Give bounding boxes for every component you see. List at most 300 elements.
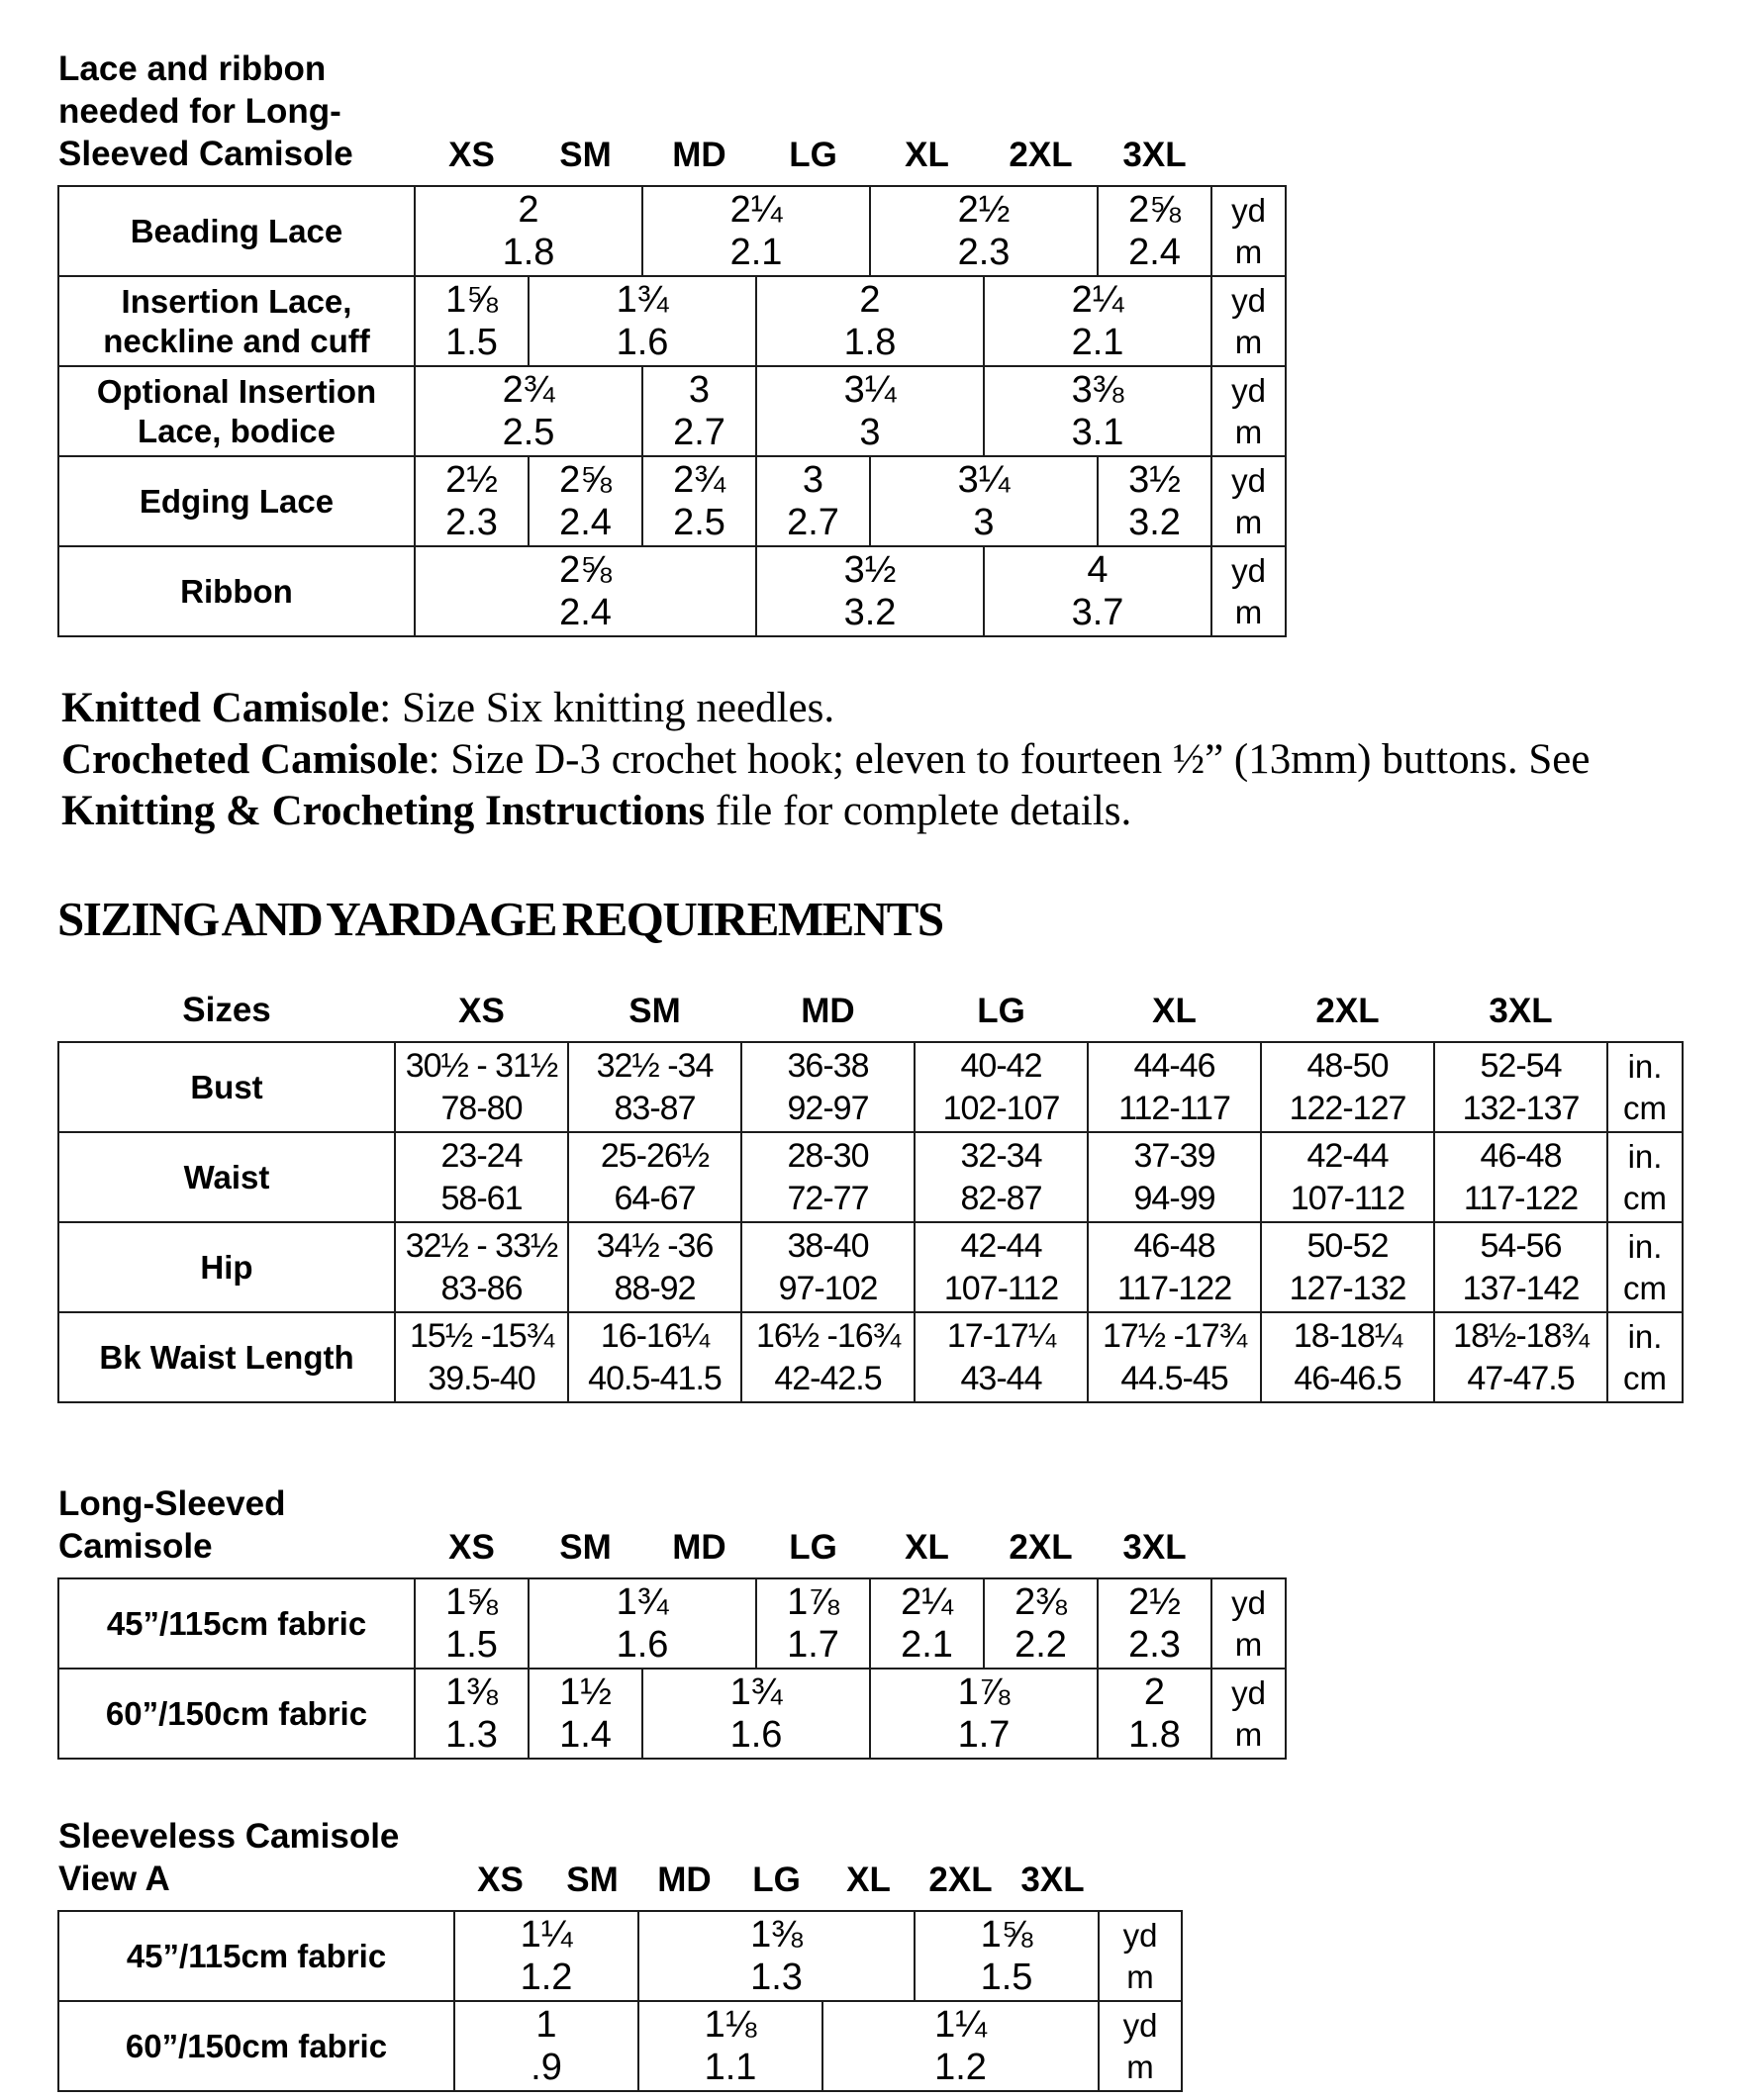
value-cell	[756, 456, 870, 546]
value-top: 3⅜	[1071, 368, 1124, 411]
unit-bottom: m	[1234, 413, 1263, 450]
size-col-header: 2XL	[1009, 1528, 1073, 1567]
value-cell	[638, 2001, 822, 2091]
value-top: 3¼	[843, 368, 897, 411]
unit-col-header	[1607, 989, 1683, 1042]
value-top: 1⅜	[445, 1670, 498, 1713]
notes-bold-text: Knitting & Crocheting Instructions	[61, 788, 706, 834]
value-cell	[638, 1911, 915, 2001]
size-col-header: XS	[477, 1861, 524, 1899]
value-top: 1⅞	[787, 1580, 839, 1623]
value-top: 1¾	[616, 278, 669, 321]
value-top: 46-48	[1480, 1136, 1562, 1175]
value-top: 1⅝	[445, 278, 498, 321]
unit-cell	[1211, 366, 1286, 456]
value-top: 2⅝	[559, 458, 612, 501]
unit-top: in.	[1627, 1047, 1663, 1085]
notes-line	[61, 786, 1738, 837]
value-bottom: 1.8	[1128, 1713, 1181, 1756]
value-cell	[1261, 1132, 1434, 1222]
value-top: 17½ -17¾	[1102, 1316, 1247, 1355]
sizes-table-title	[58, 989, 395, 1042]
size-col-header: XL	[846, 1861, 891, 1899]
value-top: 1	[535, 2003, 557, 2046]
value-cell	[415, 276, 529, 366]
value-bottom: 1.8	[502, 231, 555, 273]
value-cell	[1434, 1132, 1607, 1222]
long_sleeved-table-title	[58, 1482, 415, 1578]
row-label	[58, 456, 415, 546]
value-bottom: 1.6	[729, 1713, 783, 1756]
value-bottom: 97-102	[778, 1269, 878, 1307]
unit-top: yd	[1231, 461, 1266, 499]
value-top: 15½ -15¾	[409, 1316, 554, 1355]
value-top: 2½	[957, 188, 1011, 231]
value-cell	[915, 1042, 1088, 1132]
value-bottom: 2.2	[1014, 1623, 1067, 1666]
size-col-header: XS	[448, 136, 495, 174]
value-top: 40-42	[960, 1046, 1042, 1085]
table-title-line: Sizes	[182, 991, 271, 1029]
value-bottom: 39.5-40	[428, 1359, 535, 1397]
row-label	[58, 1312, 395, 1402]
value-cell	[568, 1132, 741, 1222]
unit-bottom: cm	[1623, 1359, 1667, 1396]
value-cell	[870, 456, 1098, 546]
size-col-header: 3XL	[1122, 1528, 1187, 1567]
value-cell	[454, 1911, 638, 2001]
unit-cell	[1211, 186, 1286, 276]
value-cell	[395, 1312, 568, 1402]
value-top: 1¼	[520, 1913, 573, 1956]
value-bottom: 1.6	[616, 321, 669, 363]
value-top: 48-50	[1306, 1046, 1389, 1085]
row-label-line: Beading Lace	[130, 212, 343, 249]
value-top: 3¼	[957, 458, 1011, 501]
value-bottom: 82-87	[960, 1179, 1042, 1217]
value-bottom: 107-112	[1290, 1179, 1405, 1217]
value-top: 1¼	[934, 2003, 987, 2046]
row-label	[58, 546, 415, 636]
table-title-line: Lace and ribbon	[58, 49, 327, 88]
value-cell	[741, 1312, 915, 1402]
value-bottom: 3.7	[1071, 591, 1124, 633]
value-cell	[741, 1042, 915, 1132]
size-col-header: 2XL	[1009, 136, 1073, 174]
value-top: 2⅜	[1014, 1580, 1067, 1623]
value-top: 2¾	[502, 368, 555, 411]
value-cell	[568, 1222, 741, 1312]
value-cell	[395, 1042, 568, 1132]
value-bottom: 42-42.5	[774, 1359, 882, 1397]
value-bottom: 2.3	[957, 231, 1011, 273]
value-cell	[915, 1132, 1088, 1222]
table-row	[58, 546, 1286, 636]
value-bottom: 2.7	[787, 501, 839, 543]
value-bottom: 1.6	[616, 1623, 669, 1666]
value-bottom: 2.5	[673, 501, 725, 543]
unit-top: yd	[1231, 1583, 1266, 1621]
value-bottom: 2.4	[1128, 231, 1181, 273]
row-label	[58, 2001, 454, 2091]
value-top: 44-46	[1133, 1046, 1215, 1085]
notes-text: file for complete details.	[705, 788, 1132, 834]
row-label	[58, 186, 415, 276]
unit-bottom: cm	[1623, 1089, 1667, 1126]
table-row	[58, 1669, 1286, 1759]
value-cell	[756, 276, 984, 366]
value-top: 54-56	[1480, 1226, 1562, 1265]
unit-cell	[1211, 546, 1286, 636]
section-heading: SIZING AND YARDAGE REQUIREMENTS	[57, 892, 943, 946]
unit-bottom: m	[1234, 323, 1263, 360]
size-col-header: SM	[559, 1528, 612, 1567]
value-top: 18½-18¾	[1453, 1316, 1589, 1355]
unit-bottom: m	[1234, 1625, 1263, 1663]
value-bottom: 1.2	[934, 2046, 987, 2088]
value-top: 2¼	[1071, 278, 1124, 321]
value-cell	[642, 366, 756, 456]
size-col-header: MD	[672, 1528, 726, 1567]
table-row	[58, 2001, 1182, 2091]
value-bottom: 3.2	[1128, 501, 1181, 543]
unit-top: yd	[1231, 281, 1266, 319]
value-bottom: 2.4	[559, 591, 612, 633]
table-row	[58, 1132, 1683, 1222]
size-col-header: 2XL	[928, 1861, 993, 1899]
size-col-header: SM	[566, 1861, 619, 1899]
unit-top: yd	[1231, 371, 1266, 409]
unit-cell	[1211, 276, 1286, 366]
value-top: 46-48	[1133, 1226, 1215, 1265]
value-top: 2¾	[673, 458, 725, 501]
value-top: 3	[688, 368, 711, 411]
value-top: 1⅛	[704, 2003, 757, 2046]
value-cell	[756, 546, 984, 636]
value-cell	[741, 1222, 915, 1312]
value-cell	[642, 456, 756, 546]
size-col-header: MD	[672, 136, 726, 174]
value-cell	[415, 1669, 529, 1759]
value-cell	[822, 2001, 1099, 2091]
value-bottom: 2.1	[729, 231, 783, 273]
unit-bottom: m	[1126, 1957, 1154, 1995]
value-cell	[415, 366, 642, 456]
table-row	[58, 1042, 1683, 1132]
sleeveless-table	[57, 1815, 1183, 2092]
value-cell	[915, 1222, 1088, 1312]
value-cell	[1088, 1312, 1261, 1402]
table-row	[58, 1578, 1286, 1669]
value-cell	[415, 1578, 529, 1669]
header-row	[58, 1482, 1286, 1578]
sizes-table	[57, 989, 1684, 1403]
value-cell	[870, 1669, 1098, 1759]
value-top: 2⅝	[559, 548, 612, 591]
value-bottom: 83-87	[614, 1089, 696, 1127]
value-cell	[395, 1222, 568, 1312]
row-label-line: Hip	[200, 1248, 253, 1286]
value-bottom: 58-61	[440, 1179, 523, 1217]
value-bottom: 40.5-41.5	[588, 1359, 722, 1397]
value-bottom: 1.8	[843, 321, 897, 363]
value-bottom: 78-80	[440, 1089, 523, 1127]
value-bottom: 1.5	[445, 1623, 498, 1666]
value-cell	[984, 276, 1211, 366]
value-bottom: 137-142	[1462, 1269, 1580, 1307]
size-col-header: XS	[448, 1528, 495, 1567]
table-row	[58, 1222, 1683, 1312]
unit-cell	[1211, 1578, 1286, 1669]
unit-cell	[1211, 1669, 1286, 1759]
unit-bottom: m	[1234, 503, 1263, 540]
value-top: 2½	[445, 458, 498, 501]
row-label	[58, 1042, 395, 1132]
row-label	[58, 1578, 415, 1669]
unit-cell	[1607, 1312, 1683, 1402]
value-top: 37-39	[1133, 1136, 1215, 1175]
sizing-section	[57, 989, 1738, 1403]
unit-top: in.	[1627, 1137, 1663, 1175]
value-cell	[915, 1312, 1088, 1402]
value-bottom: 1.7	[787, 1623, 839, 1666]
table-title-line: View A	[58, 1860, 170, 1898]
value-top: 3	[802, 458, 824, 501]
unit-top: yd	[1122, 1916, 1158, 1954]
value-cell	[1098, 456, 1211, 546]
value-cell	[642, 186, 870, 276]
value-bottom: 132-137	[1462, 1089, 1580, 1127]
table-row	[58, 366, 1286, 456]
value-bottom: 2.7	[673, 411, 725, 453]
value-top: 38-40	[787, 1226, 869, 1265]
value-cell	[741, 1132, 915, 1222]
value-cell	[1098, 1578, 1211, 1669]
value-cell	[529, 1669, 642, 1759]
value-cell	[756, 1578, 870, 1669]
row-label-line: Edging Lace	[139, 482, 335, 520]
value-cell	[870, 1578, 984, 1669]
row-label-line: 60”/150cm fabric	[105, 1694, 368, 1732]
value-bottom: 1.1	[704, 2046, 757, 2088]
row-label-line: Ribbon	[180, 572, 293, 610]
row-label	[58, 1132, 395, 1222]
size-col-header: MD	[657, 1861, 712, 1899]
value-cell	[415, 456, 529, 546]
row-label-line: 45”/115cm fabric	[126, 1937, 387, 1974]
value-top: 2¼	[901, 1580, 953, 1623]
row-label	[58, 276, 415, 366]
row-label-line: Bust	[190, 1068, 263, 1105]
unit-bottom: m	[1126, 2048, 1154, 2085]
value-top: 50-52	[1306, 1226, 1389, 1265]
size-col-header: 2XL	[1315, 992, 1380, 1030]
value-bottom: 112-117	[1118, 1089, 1230, 1127]
unit-cell	[1211, 456, 1286, 546]
unit-cell	[1099, 2001, 1182, 2091]
value-top: 42-44	[960, 1226, 1042, 1265]
value-top: 34½ -36	[596, 1226, 714, 1265]
table-row	[58, 1911, 1182, 2001]
table-row	[58, 186, 1286, 276]
value-bottom: 94-99	[1133, 1179, 1215, 1217]
row-label-line: Lace, bodice	[138, 412, 336, 449]
long_sleeved-table	[57, 1482, 1287, 1760]
header-row	[58, 989, 1683, 1042]
unit-bottom: m	[1234, 1715, 1263, 1753]
value-cell	[415, 546, 756, 636]
size-col-header: 3XL	[1122, 136, 1187, 174]
notes-bold-text: Knitted Camisole	[61, 685, 380, 731]
value-bottom: 2.3	[1128, 1623, 1181, 1666]
notes-line	[61, 734, 1738, 786]
value-bottom: 2.3	[445, 501, 498, 543]
value-top: 16-16¼	[600, 1316, 710, 1355]
value-bottom: 117-122	[1116, 1269, 1232, 1307]
value-bottom: 1.7	[957, 1713, 1011, 1756]
table-row	[58, 276, 1286, 366]
notes-paragraph	[61, 683, 1738, 837]
value-bottom: 1.3	[750, 1956, 803, 1998]
row-label-line: 60”/150cm fabric	[125, 2027, 388, 2064]
table-title-line: Sleeveless Camisole	[58, 1817, 400, 1856]
size-col-header: 3XL	[1020, 1861, 1085, 1899]
value-bottom: 107-112	[943, 1269, 1059, 1307]
value-cell	[1261, 1222, 1434, 1312]
value-cell	[568, 1312, 741, 1402]
unit-top: yd	[1231, 1673, 1266, 1711]
header-row	[58, 1815, 1182, 1911]
header-row	[58, 48, 1286, 186]
size-col-header: SM	[628, 992, 681, 1030]
value-bottom: 88-92	[614, 1269, 696, 1307]
value-bottom: 117-122	[1463, 1179, 1579, 1217]
value-bottom: 2.4	[559, 501, 612, 543]
value-bottom: 122-127	[1289, 1089, 1406, 1127]
unit-top: in.	[1627, 1317, 1663, 1355]
size-col-header: LG	[752, 1861, 801, 1899]
unit-cell	[1607, 1042, 1683, 1132]
sleeveless-yardage-section	[57, 1815, 1738, 2092]
lace-ribbon-yardage-section	[57, 0, 1738, 637]
sleeveless-table-title	[58, 1815, 454, 1911]
value-top: 32-34	[960, 1136, 1042, 1175]
value-top: 2¼	[729, 188, 783, 231]
unit-col-header	[1211, 48, 1286, 186]
value-bottom: 2.5	[502, 411, 555, 453]
value-bottom: 1.4	[559, 1713, 612, 1756]
unit-cell	[1607, 1132, 1683, 1222]
value-cell	[454, 2001, 638, 2091]
unit-col-header	[1099, 1815, 1182, 1911]
value-top: 17-17¼	[946, 1316, 1056, 1355]
value-cell	[395, 1132, 568, 1222]
row-label-line: Waist	[183, 1158, 270, 1195]
value-bottom: 127-132	[1289, 1269, 1406, 1307]
value-top: 2	[518, 188, 539, 231]
notes-text: : Size Six knitting needles.	[379, 685, 835, 731]
table-row	[58, 456, 1286, 546]
notes-bold-text: Crocheted Camisole	[61, 736, 429, 783]
unit-bottom: m	[1234, 233, 1263, 270]
value-cell	[915, 1911, 1099, 2001]
unit-cell	[1607, 1222, 1683, 1312]
value-bottom: .9	[531, 2046, 562, 2088]
unit-top: yd	[1122, 2006, 1158, 2044]
value-top: 25-26½	[600, 1136, 710, 1175]
value-top: 2	[1143, 1670, 1166, 1713]
value-top: 32½ -34	[596, 1046, 714, 1085]
value-bottom: 3.1	[1071, 411, 1124, 453]
value-top: 52-54	[1480, 1046, 1562, 1085]
value-top: 42-44	[1306, 1136, 1389, 1175]
value-cell	[1088, 1132, 1261, 1222]
row-label	[58, 1911, 454, 2001]
value-cell	[1088, 1222, 1261, 1312]
value-bottom: 64-67	[614, 1179, 696, 1217]
size-col-header: SM	[559, 136, 612, 174]
value-bottom: 2.1	[901, 1623, 953, 1666]
value-top: 1¾	[616, 1580, 669, 1623]
value-top: 1⅜	[750, 1913, 803, 1956]
table-title-line: needed for Long-	[58, 92, 341, 131]
notes-line	[61, 683, 1738, 734]
row-label-line: Insertion Lace,	[121, 282, 352, 320]
value-cell	[1098, 186, 1211, 276]
value-cell	[529, 1578, 756, 1669]
value-cell	[984, 1578, 1098, 1669]
value-top: 23-24	[440, 1136, 523, 1175]
value-bottom: 46-46.5	[1294, 1359, 1401, 1397]
value-cell	[870, 186, 1098, 276]
value-cell	[1261, 1312, 1434, 1402]
value-top: 32½ - 33½	[405, 1226, 558, 1265]
lace-table-title	[58, 48, 415, 186]
value-top: 3½	[843, 548, 897, 591]
row-label	[58, 366, 415, 456]
unit-cell	[1099, 1911, 1182, 2001]
value-bottom: 1.5	[980, 1956, 1033, 1998]
value-bottom: 1.3	[445, 1713, 498, 1756]
value-top: 2⅝	[1128, 188, 1181, 231]
value-bottom: 83-86	[440, 1269, 523, 1307]
value-cell	[1434, 1222, 1607, 1312]
long-sleeved-yardage-section	[57, 1482, 1738, 1760]
unit-top: in.	[1627, 1227, 1663, 1265]
row-label	[58, 1669, 415, 1759]
unit-top: yd	[1231, 551, 1266, 589]
table-title-line: Sleeved Camisole	[58, 135, 353, 173]
table-row	[58, 1312, 1683, 1402]
size-col-header: XL	[905, 1528, 949, 1567]
value-bottom: 92-97	[787, 1089, 869, 1127]
value-top: 36-38	[787, 1046, 869, 1085]
value-bottom: 47-47.5	[1467, 1359, 1575, 1397]
size-col-header: LG	[977, 992, 1025, 1030]
row-label	[58, 1222, 395, 1312]
size-col-header: XS	[458, 992, 505, 1030]
value-bottom: 3.2	[843, 591, 897, 633]
size-col-header: LG	[789, 1528, 837, 1567]
value-cell	[984, 546, 1211, 636]
value-cell	[568, 1042, 741, 1132]
unit-bottom: m	[1234, 593, 1263, 630]
unit-top: yd	[1231, 191, 1266, 229]
value-top: 3½	[1128, 458, 1181, 501]
value-bottom: 44.5-45	[1120, 1359, 1228, 1397]
notes-text: : Size D-3 crochet hook; eleven to fourteen ½” (13mm) buttons. See	[428, 736, 1591, 783]
unit-bottom: cm	[1623, 1269, 1667, 1306]
